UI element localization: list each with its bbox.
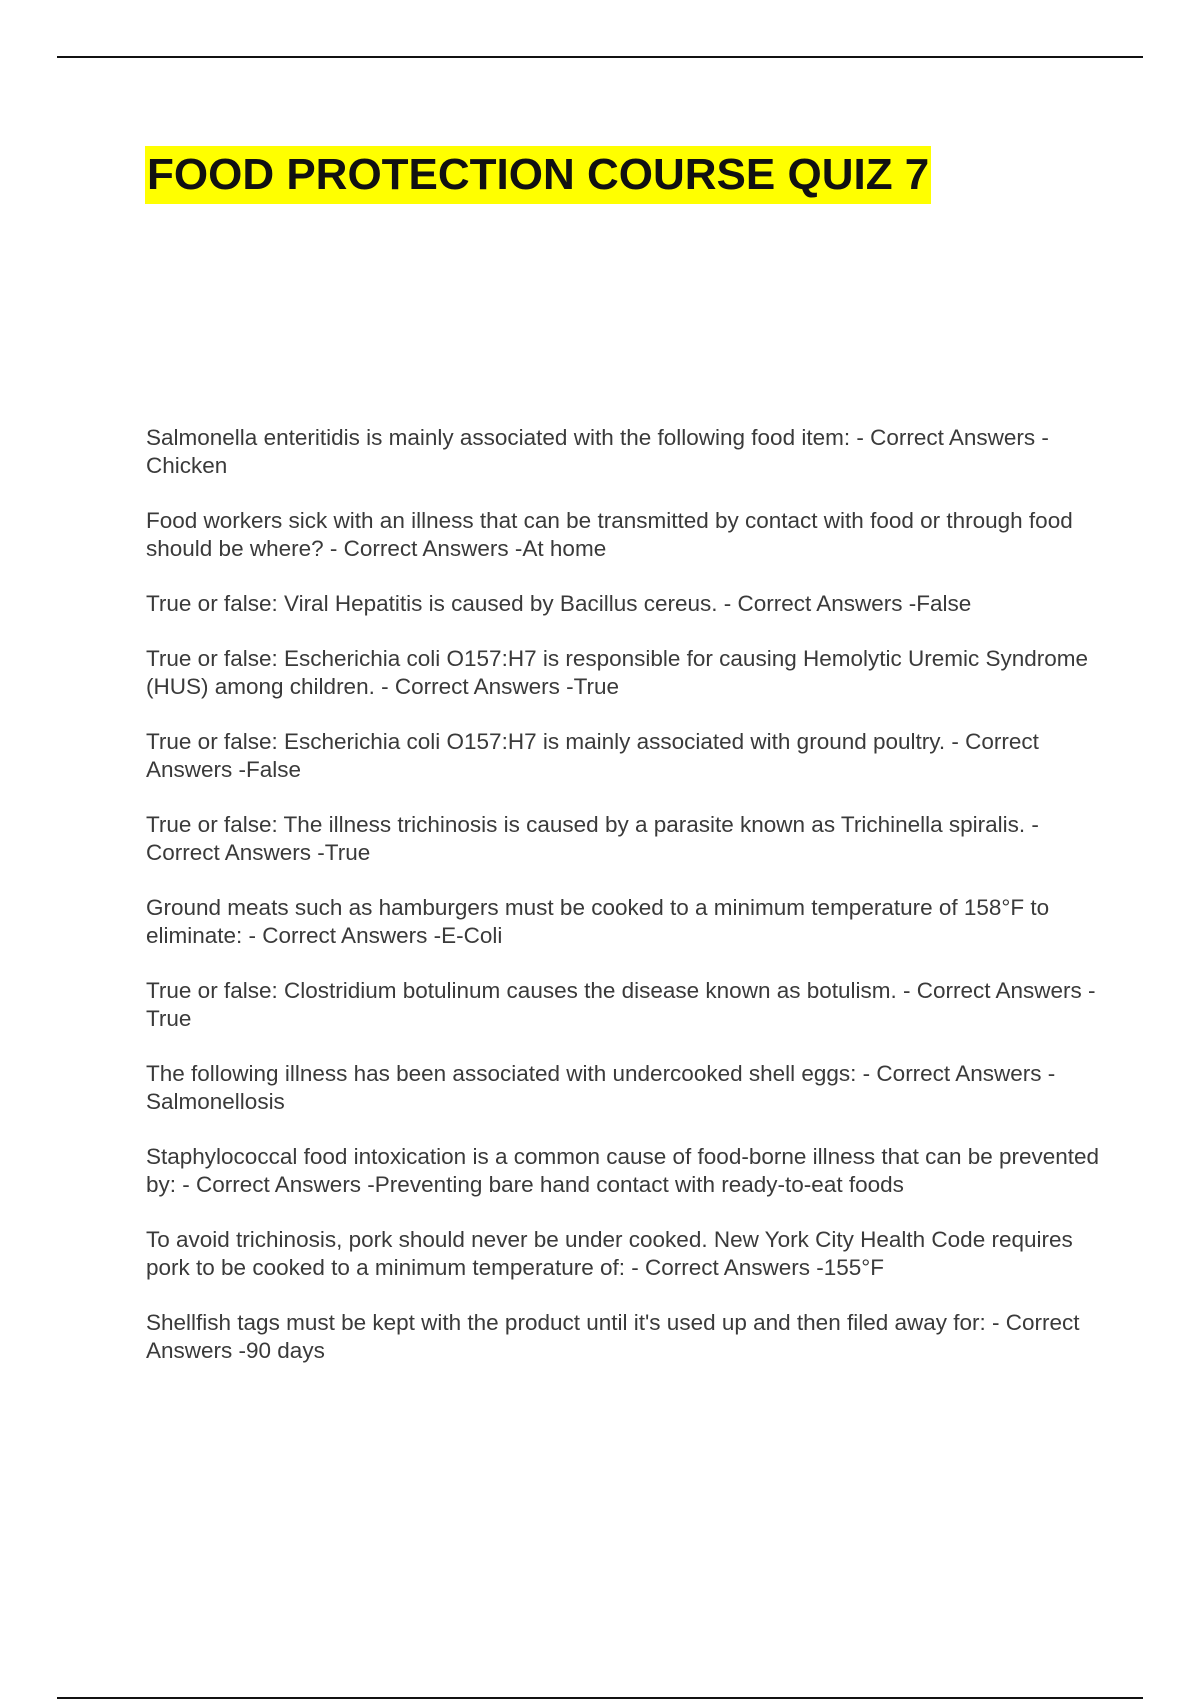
top-rule <box>57 56 1143 58</box>
bottom-rule <box>57 1697 1143 1699</box>
qa-item: Shellfish tags must be kept with the product until it's used up and then filed away for: - Correct Answers -90 days <box>146 1310 1080 1363</box>
qa-item: True or false: Escherichia coli O157:H7 is mainly associated with ground poultry. - Correct Answers -False <box>146 729 1039 782</box>
qa-list <box>146 424 1106 1392</box>
qa-item: True or false: Viral Hepatitis is caused by Bacillus cereus. - Correct Answers -False <box>146 591 972 616</box>
qa-item: True or false: The illness trichinosis is caused by a parasite known as Trichinella spiralis. - Correct Answers -True <box>146 812 1039 865</box>
qa-item: To avoid trichinosis, pork should never be under cooked. New York City Health Code requires pork to be cooked to a minimum temperature of: - Correct Answers -155°F <box>146 1227 1073 1280</box>
qa-item: True or false: Clostridium botulinum causes the disease known as botulism. - Correct Answers -True <box>146 978 1096 1031</box>
qa-item: Salmonella enteritidis is mainly associated with the following food item: - Correct Answers -Chicken <box>146 425 1049 478</box>
qa-item: Ground meats such as hamburgers must be cooked to a minimum temperature of 158°F to eliminate: - Correct Answers -E-Coli <box>146 895 1050 948</box>
document-title: FOOD PROTECTION COURSE QUIZ 7 <box>145 146 931 204</box>
qa-item: Staphylococcal food intoxication is a common cause of food-borne illness that can be prevented by: - Correct Answers -Preventing bare hand contact with ready-to-eat foods <box>146 1144 1100 1197</box>
qa-item: True or false: Escherichia coli O157:H7 is responsible for causing Hemolytic Uremic Syndrome (HUS) among children. - Correct Answers -True <box>146 646 1089 699</box>
qa-item: The following illness has been associated with undercooked shell eggs: - Correct Answers -Salmonellosis <box>146 1061 1056 1114</box>
qa-item: Food workers sick with an illness that can be transmitted by contact with food or through food should be where? - Correct Answers -At home <box>146 508 1073 561</box>
